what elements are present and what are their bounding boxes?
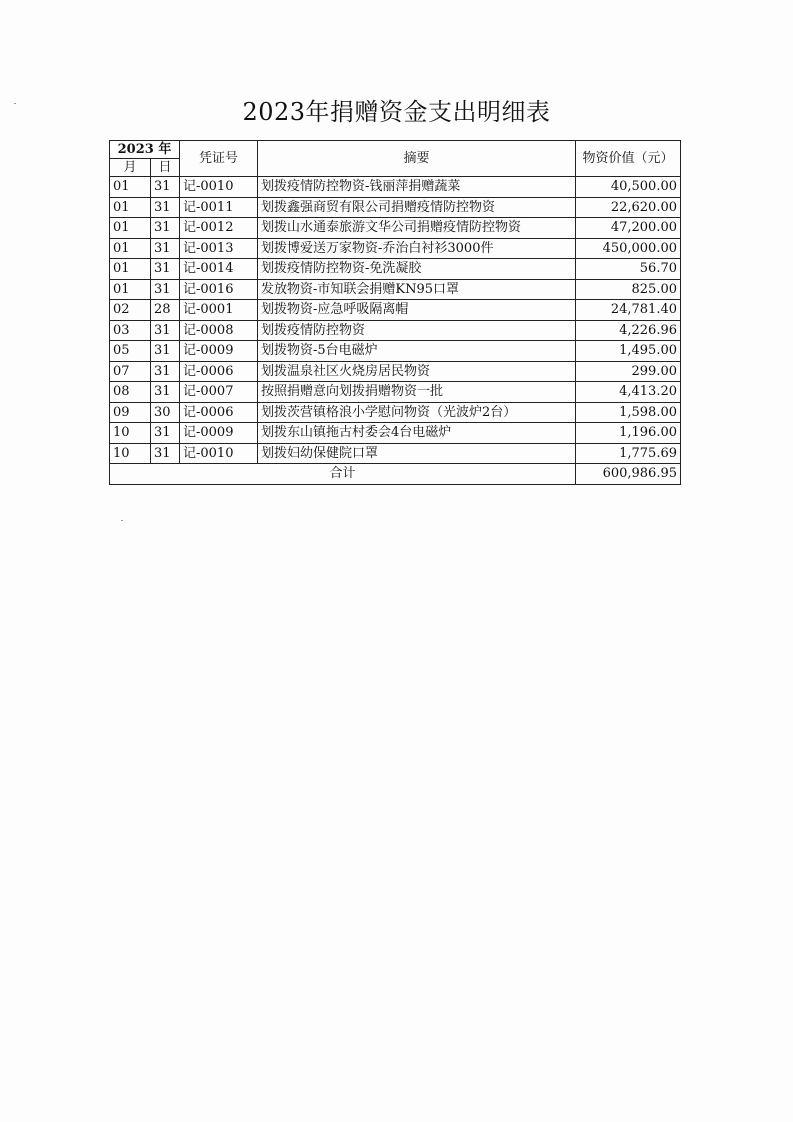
total-value: 600,986.95 <box>576 464 681 485</box>
month-cell: 09 <box>110 402 151 423</box>
summary-cell: 划拨茨营镇格浪小学慰问物资（光波炉2台） <box>258 402 576 423</box>
voucher-header: 凭证号 <box>180 141 258 177</box>
voucher-cell: 记-0008 <box>180 320 258 341</box>
summary-cell: 划拨鑫强商贸有限公司捐赠疫情防控物资 <box>258 197 576 218</box>
table-row <box>110 443 681 464</box>
voucher-cell: 记-0012 <box>180 218 258 239</box>
value-cell: 4,226.96 <box>576 320 681 341</box>
table-row <box>110 361 681 382</box>
voucher-cell: 记-0010 <box>180 177 258 198</box>
table-row <box>110 279 681 300</box>
total-row <box>110 464 681 485</box>
summary-cell: 划拨物资-应急呼吸隔离帽 <box>258 300 576 321</box>
table-row <box>110 177 681 198</box>
table-row <box>110 341 681 362</box>
value-cell: 450,000.00 <box>576 238 681 259</box>
table-row <box>110 320 681 341</box>
month-cell: 01 <box>110 279 151 300</box>
table-row <box>110 423 681 444</box>
summary-header: 摘要 <box>258 141 576 177</box>
month-cell: 08 <box>110 382 151 403</box>
voucher-cell: 记-0006 <box>180 402 258 423</box>
voucher-cell: 记-0006 <box>180 361 258 382</box>
value-cell: 47,200.00 <box>576 218 681 239</box>
value-cell: 1,598.00 <box>576 402 681 423</box>
document-title: 2023年捐赠资金支出明细表 <box>242 98 551 126</box>
day-cell: 28 <box>151 300 180 321</box>
month-cell: 10 <box>110 423 151 444</box>
month-cell: 01 <box>110 197 151 218</box>
summary-cell: 划拨疫情防控物资-钱丽萍捐赠蔬菜 <box>258 177 576 198</box>
day-cell: 31 <box>151 238 180 259</box>
summary-cell: 划拨疫情防控物资-免洗凝胶 <box>258 259 576 280</box>
table-row <box>110 402 681 423</box>
table-body <box>110 177 681 485</box>
value-cell: 825.00 <box>576 279 681 300</box>
summary-cell: 划拨博爱送万家物资-乔治白衬衫3000件 <box>258 238 576 259</box>
voucher-cell: 记-0010 <box>180 443 258 464</box>
day-cell: 31 <box>151 320 180 341</box>
value-cell: 56.70 <box>576 259 681 280</box>
day-cell: 31 <box>151 279 180 300</box>
day-cell: 31 <box>151 382 180 403</box>
day-cell: 31 <box>151 361 180 382</box>
month-header: 月 <box>110 159 151 177</box>
summary-cell: 按照捐赠意向划拨捐赠物资一批 <box>258 382 576 403</box>
day-cell: 31 <box>151 423 180 444</box>
voucher-cell: 记-0013 <box>180 238 258 259</box>
month-cell: 10 <box>110 443 151 464</box>
table-row <box>110 197 681 218</box>
month-cell: 01 <box>110 177 151 198</box>
day-cell: 31 <box>151 197 180 218</box>
table-row <box>110 218 681 239</box>
year-header: 2023 年 <box>110 141 180 159</box>
day-cell: 31 <box>151 443 180 464</box>
day-cell: 31 <box>151 218 180 239</box>
month-cell: 03 <box>110 320 151 341</box>
voucher-cell: 记-0016 <box>180 279 258 300</box>
month-cell: 01 <box>110 218 151 239</box>
month-cell: 05 <box>110 341 151 362</box>
expense-table <box>109 140 681 485</box>
value-cell: 1,495.00 <box>576 341 681 362</box>
voucher-cell: 记-0014 <box>180 259 258 280</box>
summary-cell: 划拨物资-5台电磁炉 <box>258 341 576 362</box>
day-cell: 31 <box>151 177 180 198</box>
voucher-cell: 记-0009 <box>180 423 258 444</box>
table-row <box>110 382 681 403</box>
summary-cell: 划拨妇幼保健院口罩 <box>258 443 576 464</box>
table-row <box>110 300 681 321</box>
value-cell: 22,620.00 <box>576 197 681 218</box>
summary-cell: 划拨东山镇拖古村委会4台电磁炉 <box>258 423 576 444</box>
value-cell: 40,500.00 <box>576 177 681 198</box>
value-header: 物资价值（元） <box>576 141 681 177</box>
scan-speck <box>121 520 123 521</box>
total-label: 合计 <box>110 464 576 485</box>
month-cell: 07 <box>110 361 151 382</box>
day-cell: 30 <box>151 402 180 423</box>
month-cell: 01 <box>110 259 151 280</box>
day-cell: 31 <box>151 259 180 280</box>
value-cell: 1,775.69 <box>576 443 681 464</box>
value-cell: 1,196.00 <box>576 423 681 444</box>
table-row <box>110 238 681 259</box>
summary-cell: 发放物资-市知联会捐赠KN95口罩 <box>258 279 576 300</box>
summary-cell: 划拨山水通泰旅游文华公司捐赠疫情防控物资 <box>258 218 576 239</box>
voucher-cell: 记-0011 <box>180 197 258 218</box>
month-cell: 01 <box>110 238 151 259</box>
month-cell: 02 <box>110 300 151 321</box>
voucher-cell: 记-0007 <box>180 382 258 403</box>
day-header: 日 <box>151 159 180 177</box>
value-cell: 4,413.20 <box>576 382 681 403</box>
table-row <box>110 259 681 280</box>
day-cell: 31 <box>151 341 180 362</box>
summary-cell: 划拨疫情防控物资 <box>258 320 576 341</box>
summary-cell: 划拨温泉社区火烧房居民物资 <box>258 361 576 382</box>
voucher-cell: 记-0001 <box>180 300 258 321</box>
value-cell: 24,781.40 <box>576 300 681 321</box>
voucher-cell: 记-0009 <box>180 341 258 362</box>
value-cell: 299.00 <box>576 361 681 382</box>
